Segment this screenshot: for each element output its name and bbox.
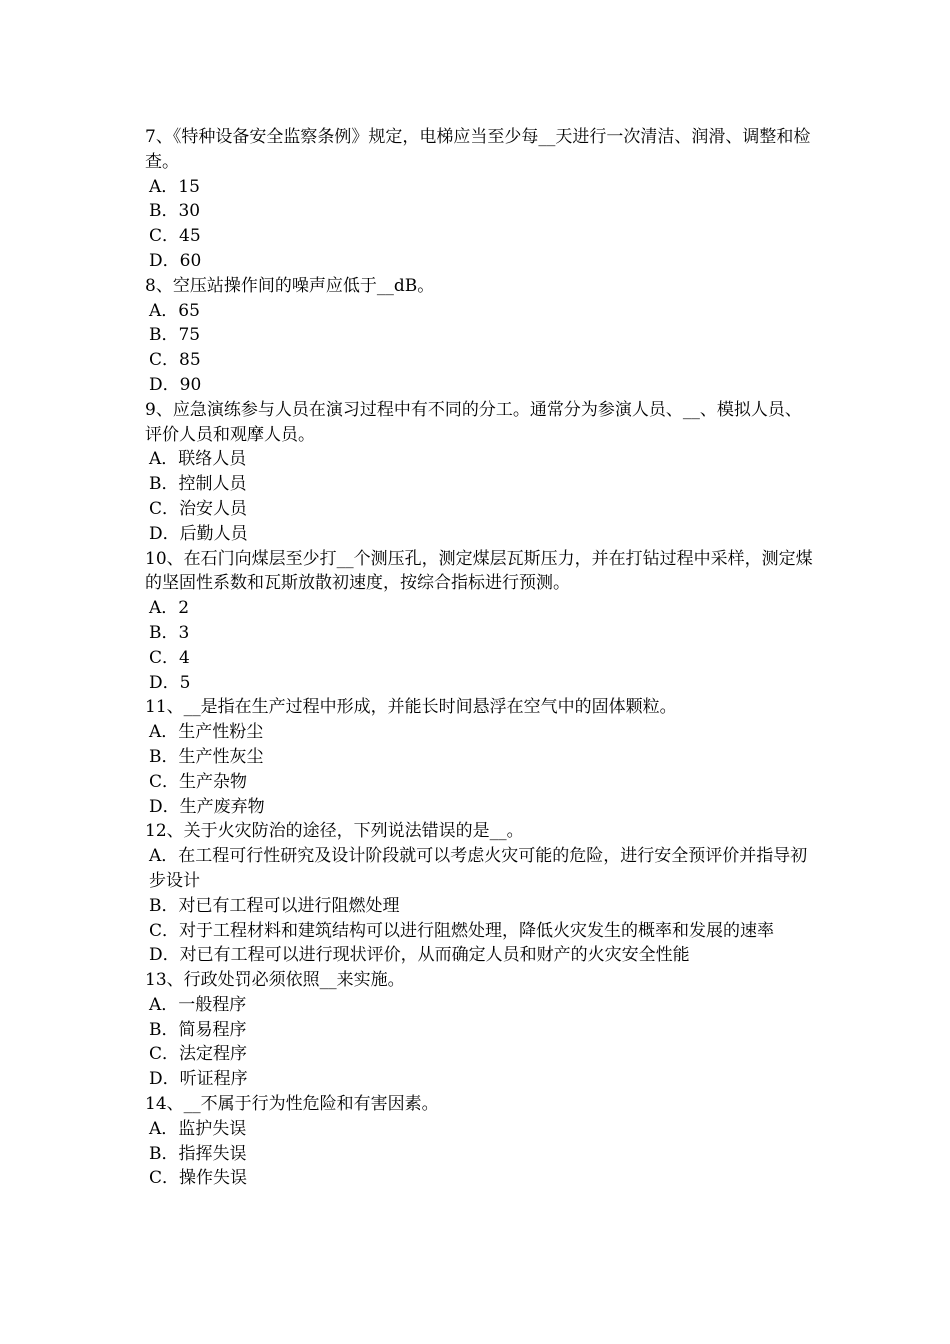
option-b: B．3 [149, 622, 190, 643]
question-9 [145, 398, 815, 547]
question-text: 9、应急演练参与人员在演习过程中有不同的分工。通常分为参演人员、__、模拟人员、评价人员和观摩人员。 [145, 399, 802, 445]
option-b: B．75 [149, 325, 201, 346]
option-a: A．在工程可行性研究及设计阶段就可以考虑火灾可能的危险，进行安全预评价并指导初步设计 [149, 846, 808, 891]
option-d: D．5 [149, 672, 191, 693]
question-8 [145, 274, 815, 398]
option-c: C．法定程序 [149, 1044, 248, 1065]
option-c: C．治安人员 [149, 498, 248, 519]
option-a: A．监护失误 [149, 1118, 247, 1139]
question-text: 12、关于火灾防治的途径，下列说法错误的是__。 [145, 821, 524, 842]
question-12 [145, 819, 815, 968]
option-d: D．对已有工程可以进行现状评价，从而确定人员和财产的火灾安全性能 [149, 945, 690, 966]
option-c: C．4 [149, 647, 190, 668]
option-a: A．一般程序 [149, 994, 247, 1015]
option-c: C．对于工程材料和建筑结构可以进行阻燃处理，降低火灾发生的概率和发展的速率 [149, 920, 775, 941]
question-7 [145, 125, 815, 274]
question-text: 7、《特种设备安全监察条例》规定，电梯应当至少每__天进行一次清洁、润滑、调整和检查。 [145, 127, 811, 172]
question-11 [145, 695, 815, 819]
option-d: D．听证程序 [149, 1069, 248, 1090]
option-a: A．65 [149, 300, 200, 321]
option-b: B．对已有工程可以进行阻燃处理 [149, 895, 400, 916]
question-10 [145, 547, 815, 696]
question-text: 10、在石门向煤层至少打__个测压孔，测定煤层瓦斯压力，并在打钻过程中采样，测定煤的坚固性系数和瓦斯放散初速度，按综合指标进行预测。 [145, 548, 813, 594]
document-page [145, 125, 815, 1191]
question-text: 8、空压站操作间的噪声应低于__dB。 [145, 275, 435, 296]
question-14 [145, 1092, 815, 1191]
question-13 [145, 968, 815, 1092]
option-b: B．生产性灰尘 [149, 746, 264, 767]
option-a: A．2 [149, 598, 190, 619]
option-b: B．简易程序 [149, 1019, 247, 1040]
option-c: C．操作失误 [149, 1168, 248, 1189]
option-c: C．85 [149, 350, 201, 371]
option-a: A．联络人员 [149, 449, 247, 470]
question-text: 14、__不属于行为性危险和有害因素。 [145, 1094, 439, 1115]
option-d: D．90 [149, 374, 202, 395]
option-a: A．生产性粉尘 [149, 722, 264, 743]
option-b: B．控制人员 [149, 474, 247, 495]
option-a: A．15 [149, 176, 200, 197]
option-b: B．指挥失误 [149, 1143, 247, 1164]
question-text: 11、__是指在生产过程中形成，并能长时间悬浮在空气中的固体颗粒。 [145, 697, 677, 718]
question-text: 13、行政处罚必须依照__来实施。 [145, 970, 405, 991]
option-c: C．45 [149, 226, 201, 247]
option-c: C．生产杂物 [149, 771, 248, 792]
option-d: D．后勤人员 [149, 523, 248, 544]
option-b: B．30 [149, 201, 201, 222]
option-d: D．生产废弃物 [149, 796, 265, 817]
option-d: D．60 [149, 250, 202, 271]
